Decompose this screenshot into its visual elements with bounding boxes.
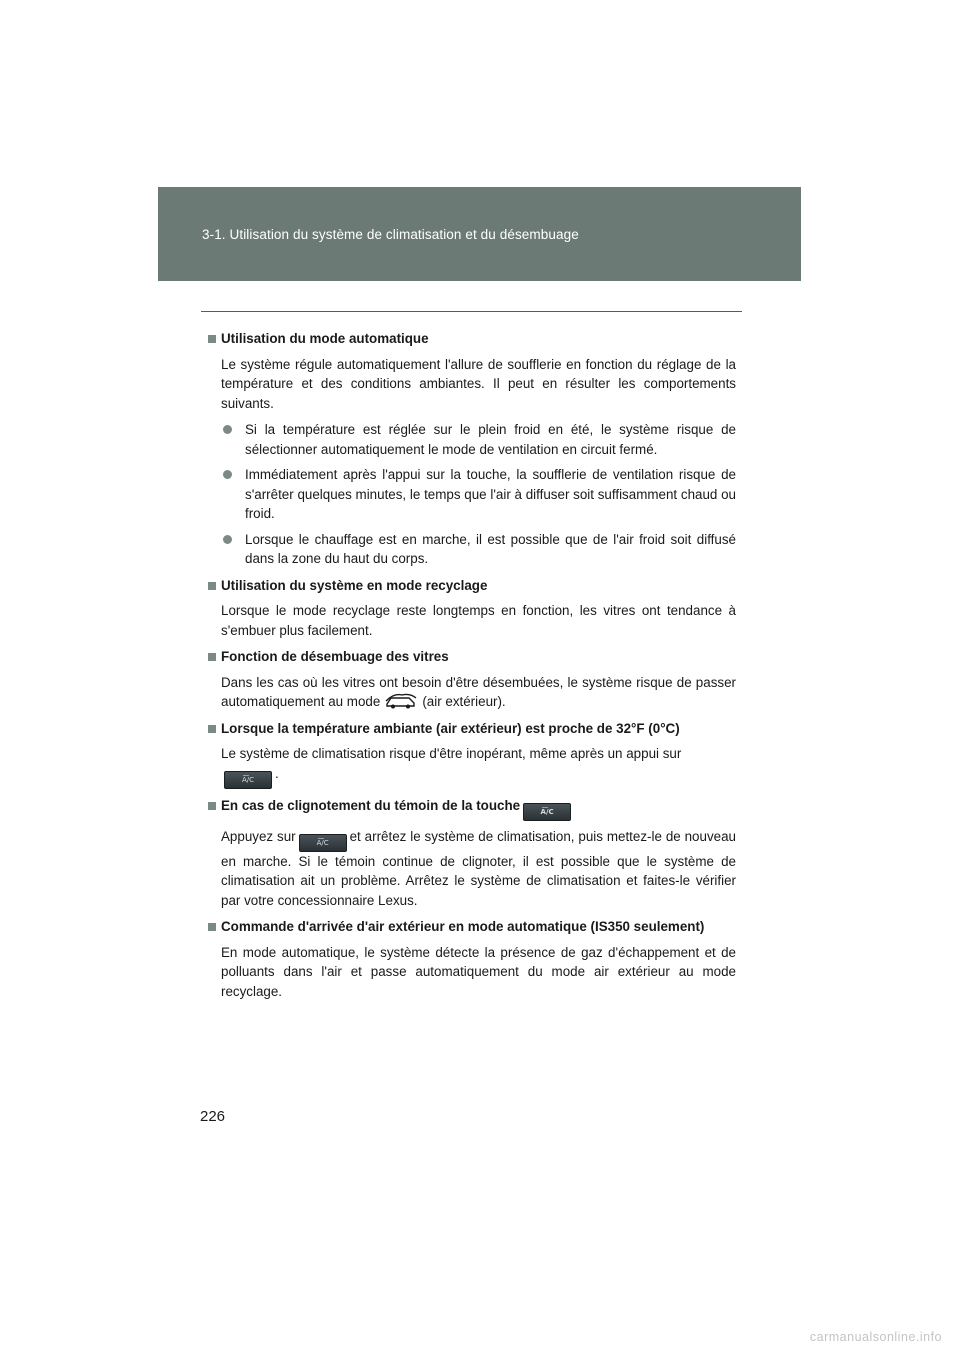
round-bullet-icon: [223, 425, 232, 434]
list-item: Immédiatement après l'appui sur la touche, la soufflerie de ventilation risque de s'arrêter quelques minutes, le temps que l'air à diffuser soit suffisamment chaud ou froid.: [221, 465, 736, 524]
round-bullet-icon: [223, 535, 232, 544]
page-number: 226: [200, 1108, 226, 1125]
round-bullet-icon: [223, 470, 232, 479]
square-bullet-icon: [208, 653, 216, 661]
square-bullet-icon: [208, 335, 216, 343]
section-outside-air-control: [208, 917, 736, 1001]
square-bullet-icon: [208, 802, 216, 810]
section-paragraph: Appuyez sur A/C et arrêtez le système de climatisation, puis mettez-le de nouveau en marche. Si le témoin continue de clignoter, il est possible que le système de climatisation ait un problème. Arrêtez le système de climatisation et faites-le vérifier par votre concessionnaire Lexus.: [221, 828, 736, 908]
section-paragraph: Le système de climatisation risque d'être inopérant, même après un appui sur A/C .: [208, 744, 736, 789]
ac-button-icon: A/C: [299, 834, 347, 852]
section-heading: Lorsque la température ambiante (air extérieur) est proche de 32°F (0°C): [208, 719, 736, 739]
section-low-temperature: [208, 719, 736, 789]
list-item: Si la température est réglée sur le plein froid en été, le système risque de sélectionner automatiquement le mode de ventilation en circuit fermé.: [221, 420, 736, 459]
ac-button-icon: A/C: [224, 771, 272, 789]
section-heading: Utilisation du mode automatique: [208, 329, 736, 349]
outside-air-mode-icon: [384, 692, 418, 710]
section-auto-mode: [208, 329, 736, 569]
section-heading: Fonction de désembuage des vitres: [208, 647, 736, 667]
square-bullet-icon: [208, 923, 216, 931]
section-paragraph: Le système régule automatiquement l'allure de soufflerie en fonction du réglage de la température et des conditions ambiantes. Il peut en résulter les comportements suivants.: [221, 356, 736, 411]
section-recycle-mode: [208, 576, 736, 641]
list-item: Lorsque le chauffage est en marche, il est possible que de l'air froid soit diffusé dans la zone du haut du corps.: [221, 530, 736, 569]
square-bullet-icon: [208, 582, 216, 590]
square-bullet-icon: [208, 725, 216, 733]
page-content: [208, 329, 736, 1008]
section-heading: Utilisation du système en mode recyclage: [208, 576, 736, 596]
section-indicator-flashing: [208, 796, 736, 911]
section-heading: Commande d'arrivée d'air extérieur en mode automatique (IS350 seulement): [208, 917, 736, 937]
chapter-title: 3-1. Utilisation du système de climatisation et du désembuage: [202, 227, 579, 242]
ac-button-icon: A/C: [523, 803, 571, 821]
section-rule: [201, 311, 742, 312]
section-paragraph: Dans les cas où les vitres ont besoin d'être désembuées, le système risque de passer automatiquement au mode (air extérieur).: [221, 674, 736, 709]
section-defog: [208, 647, 736, 712]
chapter-header-band: [158, 187, 801, 281]
section-heading: En cas de clignotement du témoin de la touche A/C: [208, 796, 736, 821]
section-paragraph: Lorsque le mode recyclage reste longtemps en fonction, les vitres ont tendance à s'embuer plus facilement.: [221, 603, 736, 638]
section-paragraph: En mode automatique, le système détecte la présence de gaz d'échappement et de polluants dans l'air et passe automatiquement du mode air extérieur au mode recyclage.: [221, 944, 736, 999]
watermark: carmanualsonline.info: [809, 1330, 942, 1344]
